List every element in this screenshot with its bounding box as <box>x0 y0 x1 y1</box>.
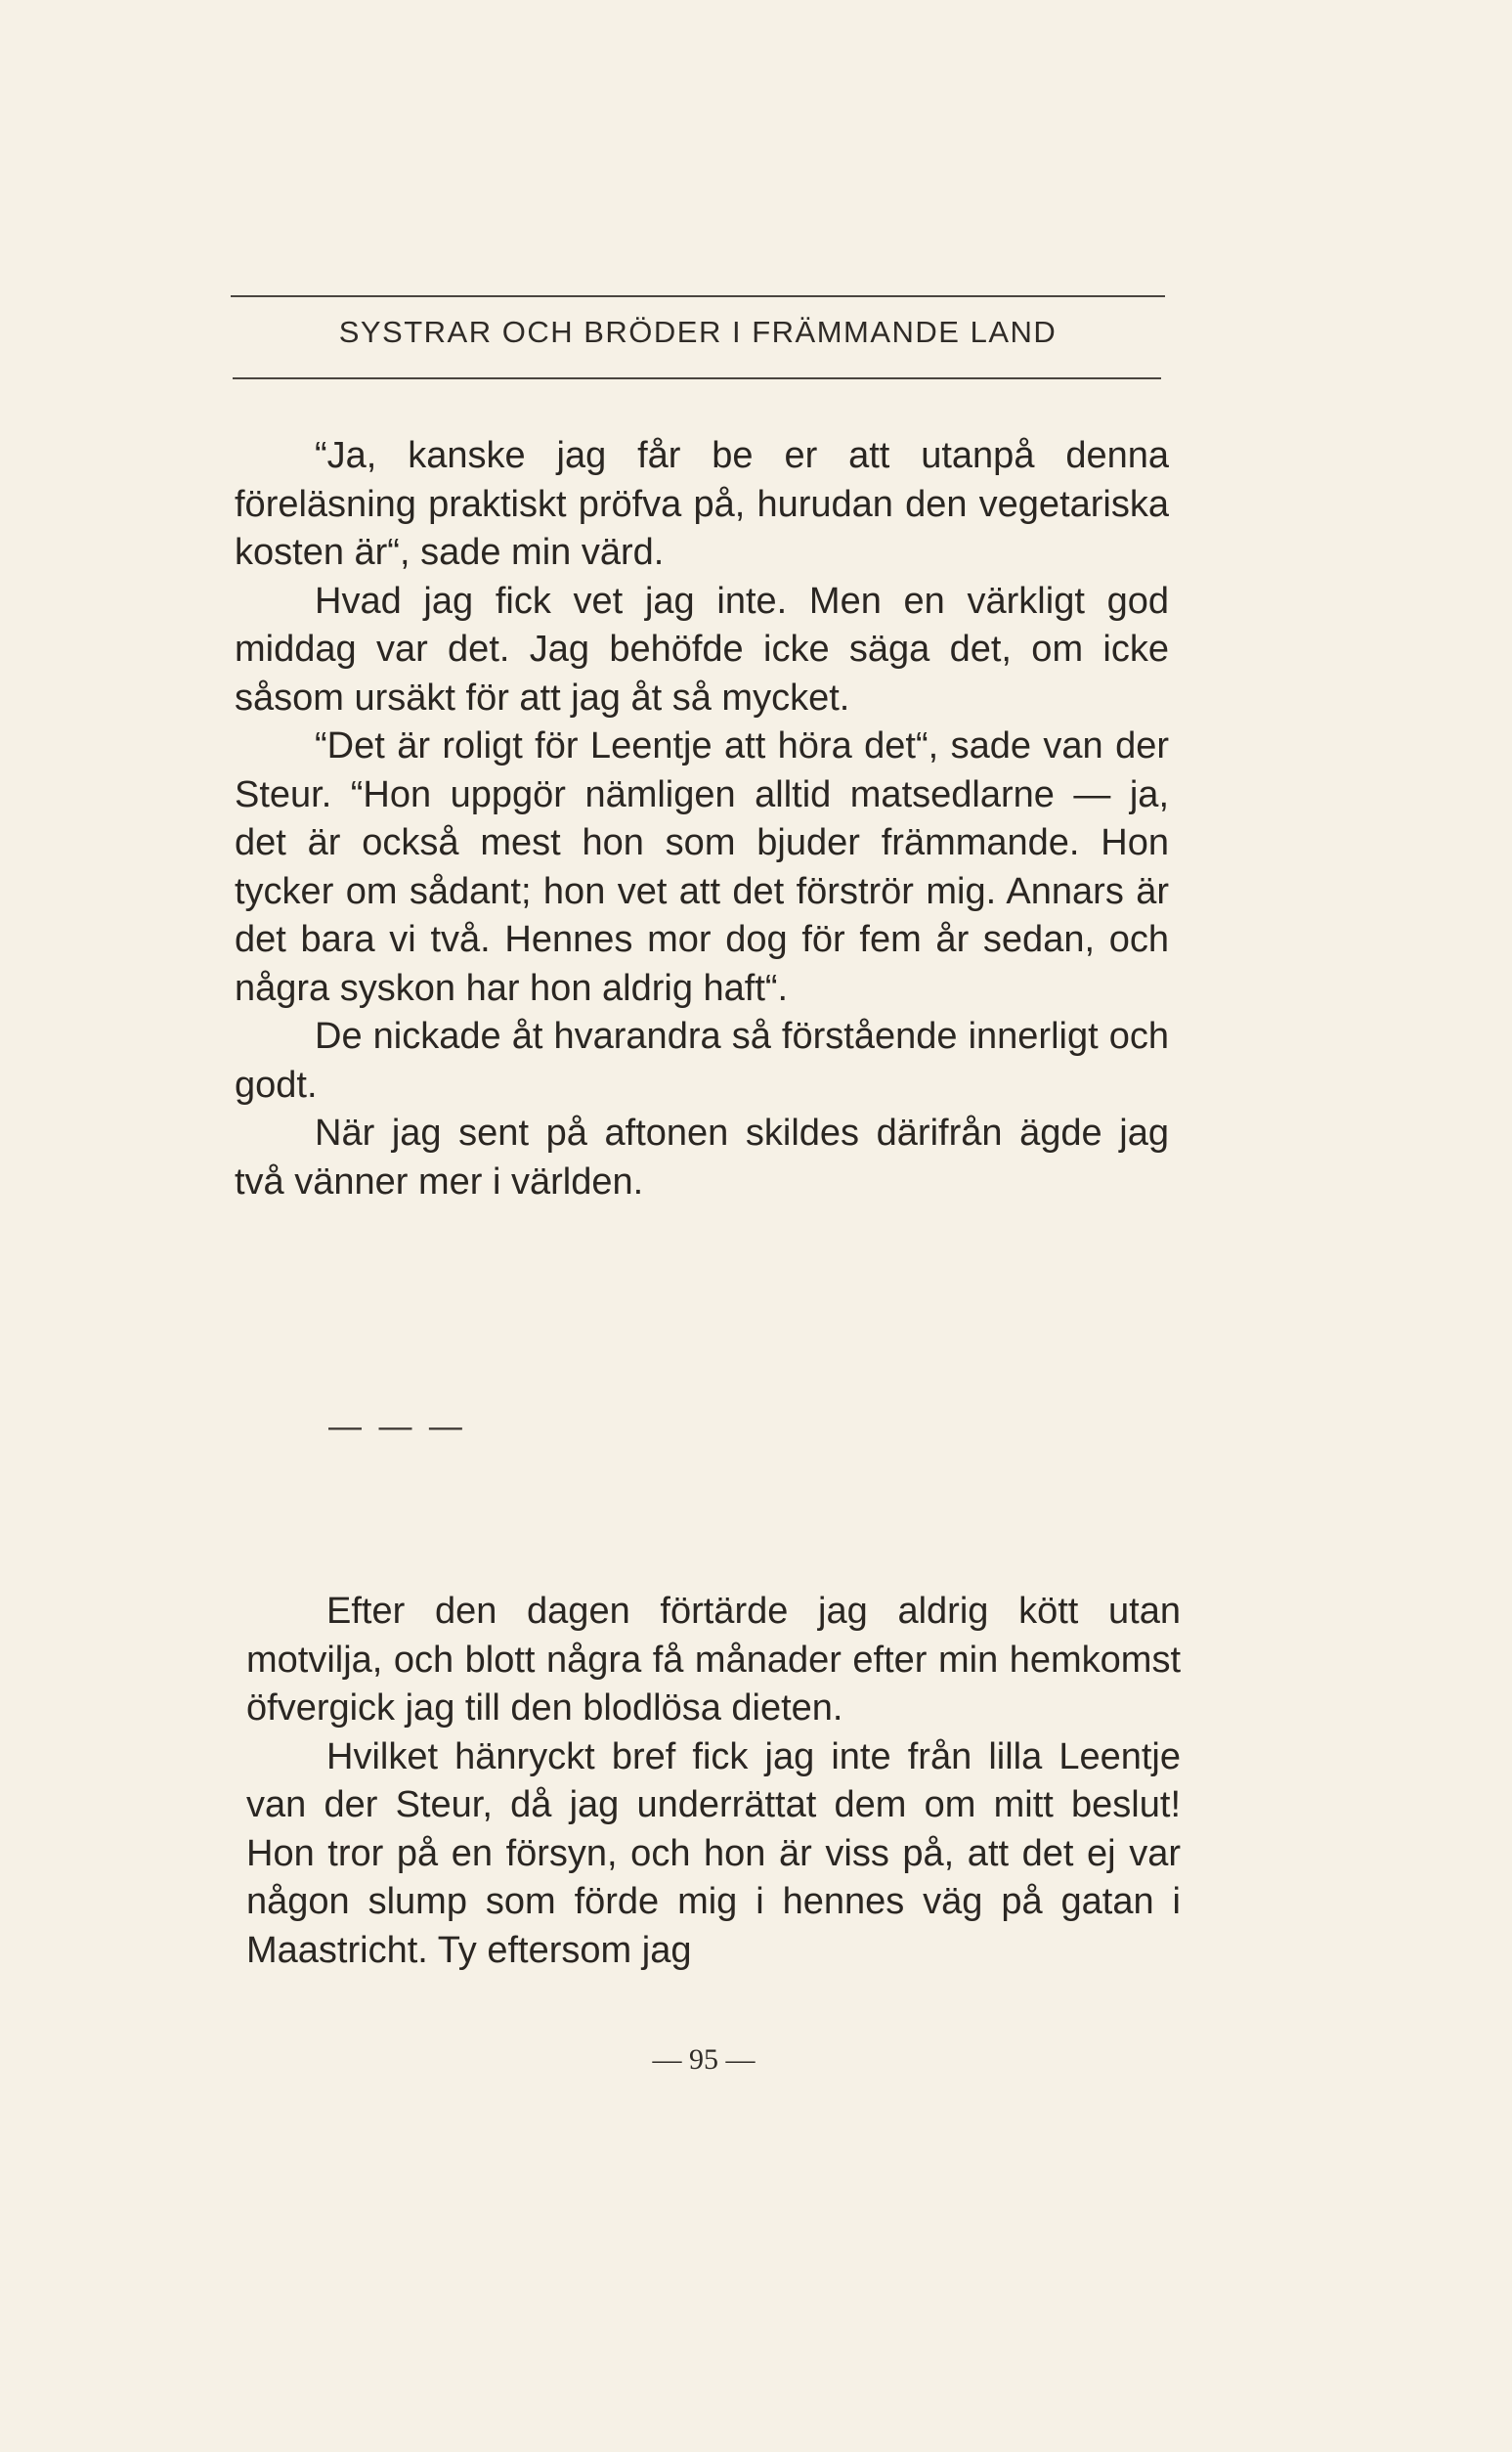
page-number: — 95 — <box>652 2043 756 2076</box>
text-block-after-break <box>246 1588 1181 1975</box>
paragraph: “Det är roligt för Leentje att höra det“, sade van der Steur. “Hon uppgör nämligen alltid matsedlarne — ja, det är också mest hon som bjuder främmande. Hon tycker om sådant; hon vet att det förströr mig. Annars är det bara vi två. Hennes mor dog för fem år sedan, och några syskon har hon aldrig haft“. <box>235 725 1169 1009</box>
paragraph: Hvad jag fick vet jag inte. Men en värkligt god middag var det. Jag behöfde icke säga det, om icke såsom ursäkt för att jag åt så mycket. <box>235 580 1169 719</box>
paragraph: “Ja, kanske jag får be er att utanpå denna föreläsning praktiskt pröfva på, hurudan den vegetariska kosten är“, sade min värd. <box>235 435 1169 573</box>
running-head: SYSTRAR OCH BRÖDER I FRÄMMANDE LAND <box>338 315 1058 349</box>
header-rule-top <box>231 295 1165 297</box>
paragraph: Hvilket hänryckt bref fick jag inte från lilla Leentje van der Steur, då jag underrättat dem om mitt beslut! Hon tror på en försyn, och hon är viss på, att det ej var någon slump som förde mig i hennes väg på gatan i Maastricht. Ty eftersom jag <box>246 1735 1181 1971</box>
text-block-before-break <box>235 432 1169 1206</box>
paragraph: Efter den dagen förtärde jag aldrig kött utan motvilja, och blott några få månader efter min hemkomst öfvergick jag till den blodlösa dieten. <box>246 1591 1181 1729</box>
section-separator: — — — <box>328 1408 466 1445</box>
paragraph: De nickade åt hvarandra så förstående innerligt och godt. <box>235 1016 1169 1106</box>
header-rule-bottom <box>233 377 1161 379</box>
paragraph: När jag sent på aftonen skildes därifrån ägde jag två vänner mer i världen. <box>235 1113 1169 1203</box>
